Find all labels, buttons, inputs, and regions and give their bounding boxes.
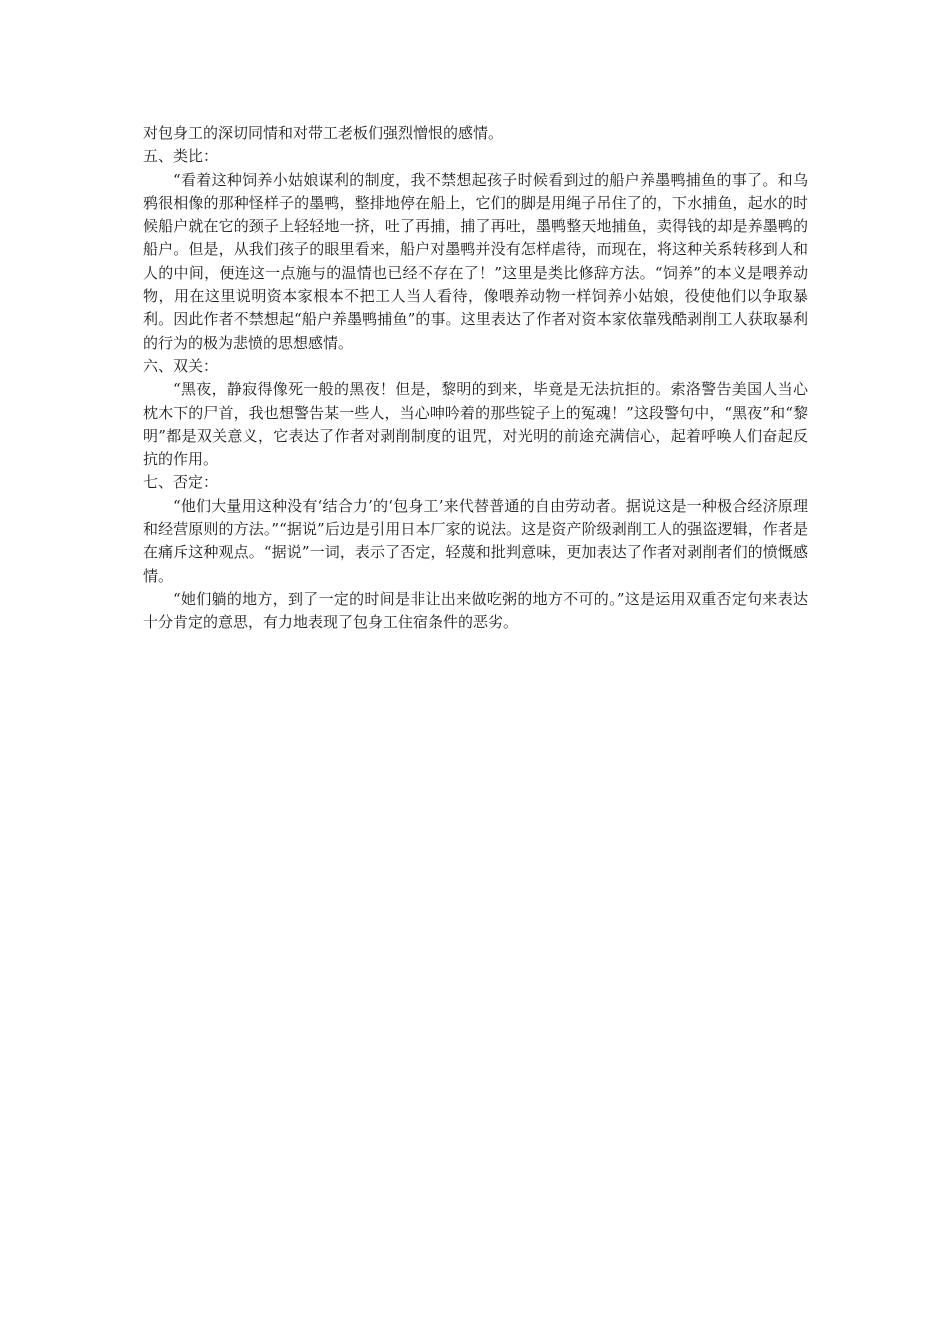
section-heading-analogy: 五、类比： xyxy=(143,147,219,166)
paragraph-negation-1: “他们大量用这种没有‘结合力’的‘包身工’来代替普通的自由劳动者。据说这是一种极合经济原理和经营原则的方法。”“据说”后边是引用日本厂家的说法。这是资产阶级剥削工人的强盗逻辑，作者是在痛斥这种观点。“据说”一词，表示了否定，轻蔑和批判意味，更加表达了作者对剥削者们的愤慨感情。 xyxy=(143,496,808,585)
section-heading-pun: 六、双关： xyxy=(143,356,219,375)
paragraph-continuation: 对包身工的深切同情和对带工老板们强烈憎恨的感情。 xyxy=(143,124,504,142)
section-heading-negation: 七、否定： xyxy=(143,473,219,492)
document-body xyxy=(143,122,808,635)
paragraph-analogy: “看着这种饲养小姑娘谋利的制度，我不禁想起孩子时候看到过的船户养墨鸭捕鱼的事了。和乌鸦很相像的那种怪样子的墨鸭，整排地停在船上，它们的脚是用绳子吊住了的，下水捕鱼，起水的时候船户就在它的颈子上轻轻地一挤，吐了再捕，捕了再吐，墨鸭整天地捕鱼，卖得钱的却是养墨鸭的船户。但是，从我们孩子的眼里看来，船户对墨鸭并没有怎样虐待，而现在，将这种关系转移到人和人的中间，便连这一点施与的温情也已经不存在了！”这里是类比修辞方法。“饲养”的本义是喂养动物，用在这里说明资本家根本不把工人当人看待，像喂养动物一样饲养小姑娘，役使他们以争取暴利。因此作者不禁想起“船户养墨鸭捕鱼”的事。这里表达了作者对资本家依靠残酷剥削工人获取暴利的行为的极为悲愤的思想感情。 xyxy=(143,170,808,352)
paragraph-negation-2: “她们躺的地方，到了一定的时间是非让出来做吃粥的地方不可的。”这是运用双重否定句来表达十分肯定的意思，有力地表现了包身工住宿条件的恶劣。 xyxy=(143,589,808,632)
paragraph-pun: “黑夜，静寂得像死一般的黑夜！但是，黎明的到来，毕竟是无法抗拒的。索洛警告美国人当心枕木下的尸首，我也想警告某一些人，当心呻吟着的那些锭子上的冤魂！”这段警句中，“黑夜”和“黎明”都是双关意义，它表达了作者对剥削制度的诅咒，对光明的前途充满信心，起着呼唤人们奋起反抗的作用。 xyxy=(143,380,808,469)
